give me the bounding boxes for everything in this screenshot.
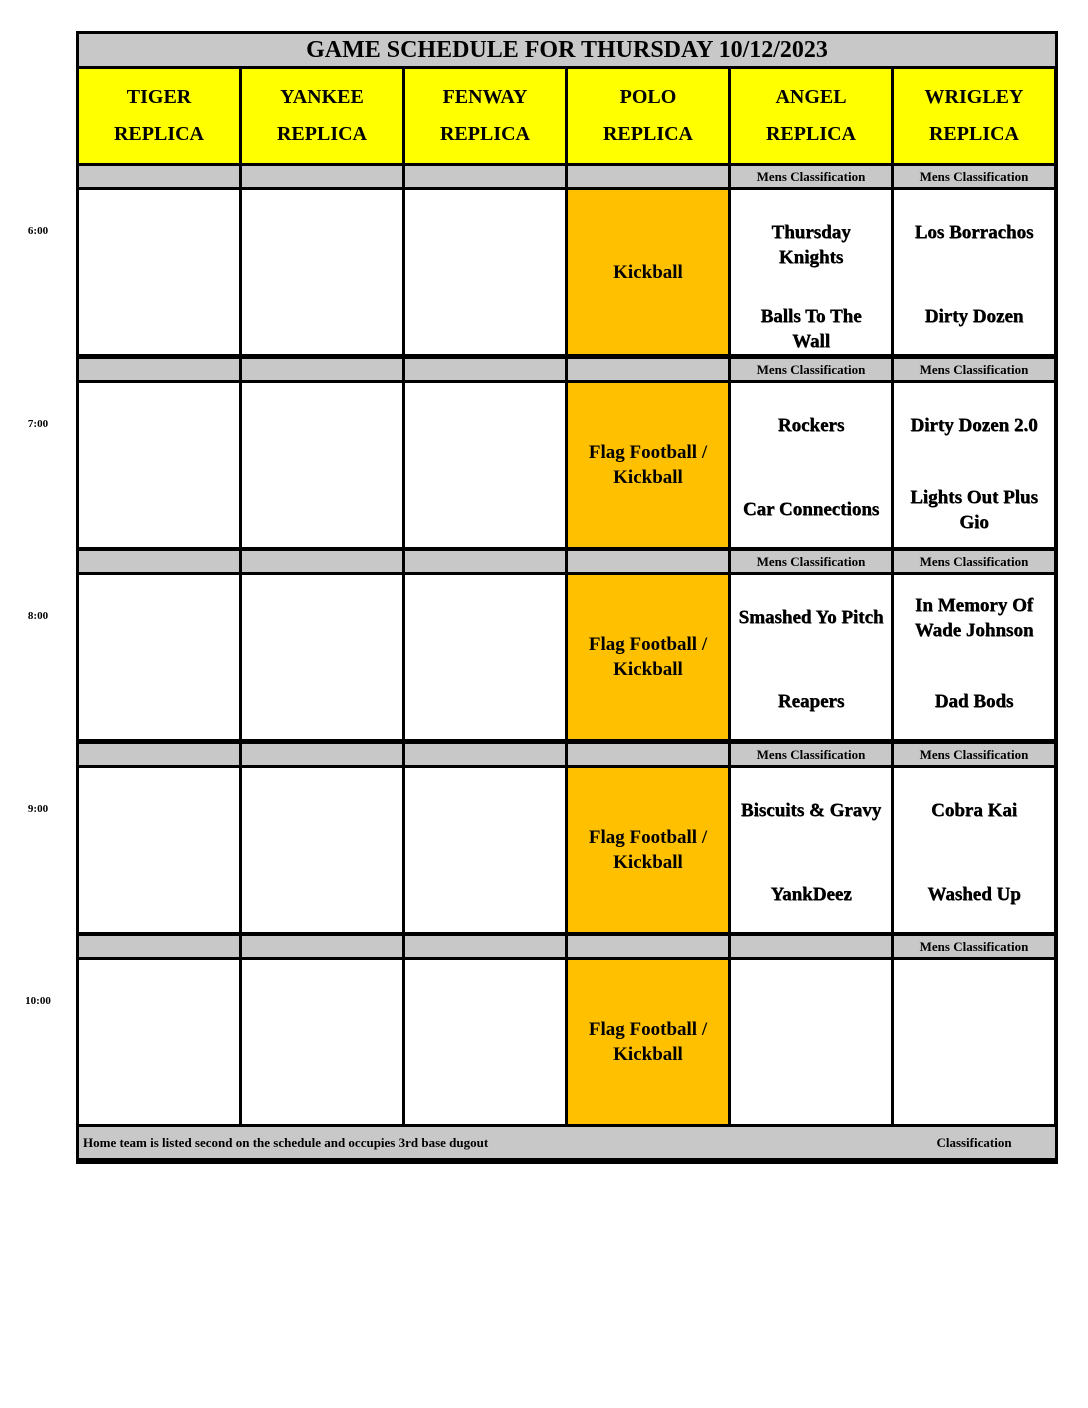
activity-label: Flag Football / Kickball bbox=[588, 442, 708, 488]
field-name: YANKEE bbox=[280, 86, 364, 108]
game-cell-fenway bbox=[405, 190, 565, 354]
classification-cell: Mens Classification bbox=[894, 936, 1054, 957]
away-team: Smashed Yo Pitch bbox=[738, 607, 884, 628]
home-team: Reapers bbox=[777, 691, 845, 712]
activity-label: Kickball bbox=[613, 261, 683, 283]
home-team: Car Connections bbox=[742, 499, 880, 520]
activity-label: Flag Football / Kickball bbox=[588, 827, 708, 873]
classification-cell bbox=[568, 744, 728, 765]
classification-cell bbox=[79, 359, 239, 380]
game-cell-wrigley bbox=[894, 190, 1054, 354]
activity-label: Flag Football / Kickball bbox=[588, 1019, 708, 1065]
field-header-angel bbox=[731, 69, 891, 163]
game-cell-angel bbox=[731, 768, 891, 932]
classification-cell bbox=[242, 166, 402, 187]
classification-cell: Mens Classification bbox=[731, 551, 891, 572]
game-cell-yankee bbox=[242, 190, 402, 354]
game-cell-fenway bbox=[405, 768, 565, 932]
game-cell-angel bbox=[731, 190, 891, 354]
classification-cell bbox=[242, 744, 402, 765]
game-cell-tiger bbox=[79, 190, 239, 354]
field-subtitle: REPLICA bbox=[928, 123, 1019, 145]
game-cell-wrigley bbox=[894, 575, 1054, 739]
polo-activity-cell bbox=[568, 575, 728, 739]
activity-label: Flag Football / Kickball bbox=[588, 634, 708, 680]
game-cell-fenway bbox=[405, 575, 565, 739]
time-label: 7:00 bbox=[27, 418, 49, 430]
classification-cell bbox=[568, 936, 728, 957]
classification-cell bbox=[242, 359, 402, 380]
game-cell-wrigley bbox=[894, 768, 1054, 932]
game-cell-tiger bbox=[79, 383, 239, 547]
game-cell-tiger bbox=[79, 960, 239, 1124]
classification-cell bbox=[79, 936, 239, 957]
classification-cell: Mens Classification bbox=[731, 166, 891, 187]
away-team: In Memory Of Wade Johnson bbox=[914, 595, 1034, 641]
polo-activity-cell bbox=[568, 960, 728, 1124]
game-cell-yankee bbox=[242, 768, 402, 932]
game-cell-wrigley bbox=[894, 960, 1054, 1124]
game-cell-yankee bbox=[242, 575, 402, 739]
game-cell-fenway bbox=[405, 960, 565, 1124]
away-team: Cobra Kai bbox=[930, 800, 1018, 821]
classification-cell bbox=[405, 551, 565, 572]
classification-cell bbox=[568, 166, 728, 187]
classification-cell: Mens Classification bbox=[894, 744, 1054, 765]
classification-cell bbox=[405, 166, 565, 187]
classification-cell bbox=[405, 936, 565, 957]
classification-cell bbox=[731, 936, 891, 957]
game-cell-tiger bbox=[79, 768, 239, 932]
field-subtitle: REPLICA bbox=[439, 123, 530, 145]
field-subtitle: REPLICA bbox=[113, 123, 204, 145]
game-cell-angel bbox=[731, 960, 891, 1124]
footer-classification: Classification bbox=[936, 1134, 1012, 1150]
time-label: 9:00 bbox=[27, 803, 49, 815]
classification-cell: Mens Classification bbox=[731, 744, 891, 765]
game-cell-angel bbox=[731, 575, 891, 739]
time-label: 6:00 bbox=[27, 225, 49, 237]
away-team: Dirty Dozen 2.0 bbox=[910, 415, 1038, 436]
classification-cell bbox=[79, 551, 239, 572]
home-team: Washed Up bbox=[927, 884, 1021, 905]
field-name: POLO bbox=[619, 86, 677, 108]
field-name: FENWAY bbox=[442, 86, 528, 108]
game-cell-yankee bbox=[242, 960, 402, 1124]
home-team: Dad Bods bbox=[934, 691, 1014, 712]
classification-cell: Mens Classification bbox=[894, 359, 1054, 380]
classification-cell bbox=[242, 936, 402, 957]
page-title: GAME SCHEDULE FOR THURSDAY 10/12/2023 bbox=[79, 34, 1055, 66]
game-cell-wrigley bbox=[894, 383, 1054, 547]
schedule-table bbox=[76, 31, 1058, 1164]
field-header-fenway bbox=[405, 69, 565, 163]
field-header-tiger bbox=[79, 69, 239, 163]
polo-activity-cell bbox=[568, 190, 728, 354]
home-team: Lights Out Plus Gio bbox=[910, 487, 1038, 533]
classification-cell bbox=[568, 551, 728, 572]
home-team-note: Home team is listed second on the schedule and occupies 3rd base dugout bbox=[83, 1134, 489, 1150]
game-cell-tiger bbox=[79, 575, 239, 739]
away-team: Rockers bbox=[777, 415, 845, 436]
classification-cell: Mens Classification bbox=[894, 166, 1054, 187]
classification-cell bbox=[405, 744, 565, 765]
away-team: Thursday Knights bbox=[771, 222, 851, 268]
classification-cell: Mens Classification bbox=[731, 359, 891, 380]
away-team: Los Borrachos bbox=[914, 222, 1034, 243]
classification-cell bbox=[79, 744, 239, 765]
game-cell-yankee bbox=[242, 383, 402, 547]
game-cell-angel bbox=[731, 383, 891, 547]
home-team: Dirty Dozen bbox=[924, 306, 1024, 327]
field-header-wrigley bbox=[894, 69, 1054, 163]
field-subtitle: REPLICA bbox=[765, 123, 856, 145]
time-label: 8:00 bbox=[27, 610, 49, 622]
field-subtitle: REPLICA bbox=[602, 123, 693, 145]
polo-activity-cell bbox=[568, 383, 728, 547]
away-team: Biscuits & Gravy bbox=[740, 800, 882, 821]
classification-cell: Mens Classification bbox=[894, 551, 1054, 572]
time-label: 10:00 bbox=[25, 995, 51, 1007]
classification-cell bbox=[242, 551, 402, 572]
field-name: ANGEL bbox=[775, 86, 847, 108]
field-header-yankee bbox=[242, 69, 402, 163]
polo-activity-cell bbox=[568, 768, 728, 932]
home-team: Balls To The Wall bbox=[760, 306, 862, 352]
field-subtitle: REPLICA bbox=[276, 123, 367, 145]
classification-cell bbox=[568, 359, 728, 380]
classification-cell bbox=[405, 359, 565, 380]
field-header-polo bbox=[568, 69, 728, 163]
field-name: WRIGLEY bbox=[924, 86, 1024, 108]
classification-cell bbox=[79, 166, 239, 187]
game-cell-fenway bbox=[405, 383, 565, 547]
home-team: YankDeez bbox=[770, 884, 852, 905]
field-name: TIGER bbox=[126, 86, 192, 108]
